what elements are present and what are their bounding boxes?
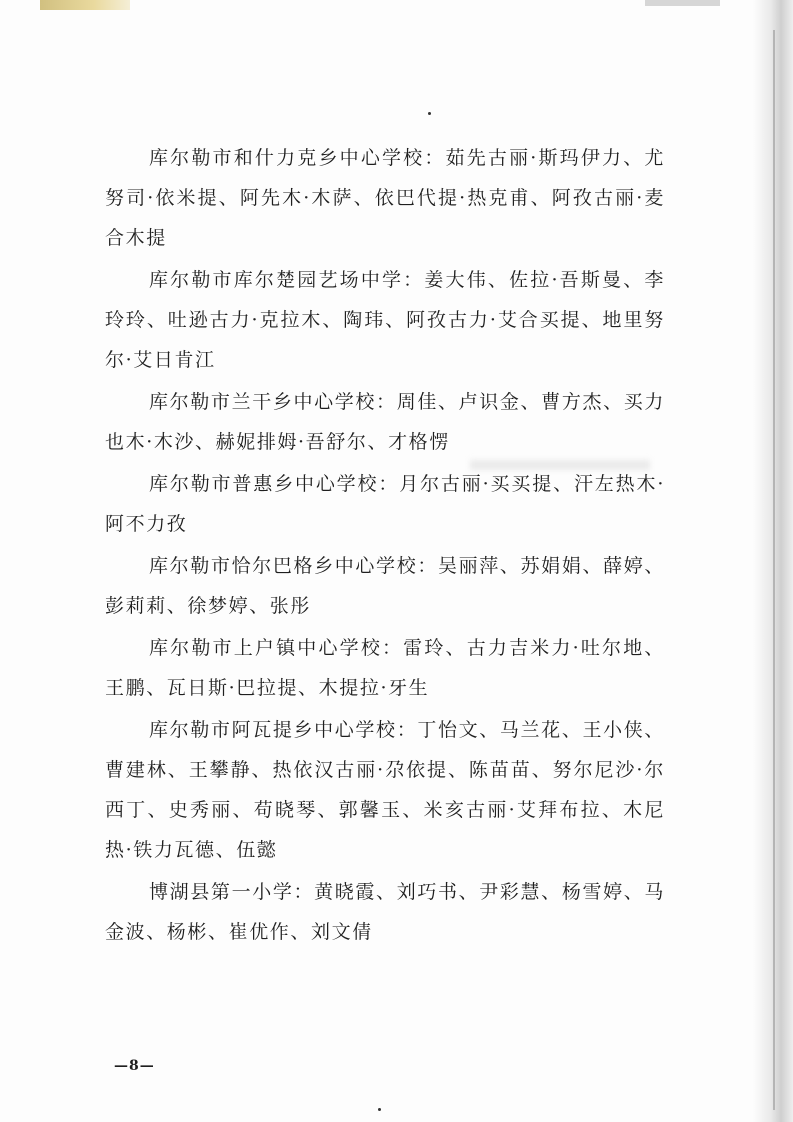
school-awardee-paragraph: 库尔勒市上户镇中心学校：雷玲、古力吉米力·吐尔地、王鹏、瓦日斯·巴拉提、木提拉·牙生 [105,637,665,699]
school-awardee-paragraph: 库尔勒市阿瓦提乡中心学校：丁怡文、马兰花、王小侠、曹建林、王攀静、热依汉古丽·尕依提、陈苗苗、努尔尼沙·尔西丁、史秀丽、苟晓琴、郭馨玉、米亥古丽·艾拜布拉、木尼热·铁力瓦德、伍懿 [105,719,665,861]
document-body [105,138,665,954]
school-awardee-paragraph: 库尔勒市普惠乡中心学校：月尔古丽·买买提、汗左热木·阿不力孜 [105,473,665,535]
school-awardee-paragraph: 博湖县第一小学：黄晓霞、刘巧书、尹彩慧、杨雪婷、马金波、杨彬、崔优作、刘文倩 [105,881,665,943]
scan-speck [378,1108,381,1111]
school-awardee-paragraph: 库尔勒市和什力克乡中心学校：茹先古丽·斯玛伊力、尤努司·依米提、阿先木·木萨、依巴代提·热克甫、阿孜古丽·麦合木提 [105,147,665,249]
scan-edge-line [773,30,775,1110]
page-number: —8— [114,1058,155,1074]
school-awardee-paragraph: 库尔勒市库尔楚园艺场中学：姜大伟、佐拉·吾斯曼、李玲玲、吐逊古力·克拉木、陶玮、阿孜古力·艾合买提、地里努尔·艾日肯江 [105,269,665,371]
school-awardee-paragraph: 库尔勒市恰尔巴格乡中心学校：吴丽萍、苏娟娟、薛婷、彭莉莉、徐梦婷、张彤 [105,555,665,617]
school-awardee-paragraph: 库尔勒市兰干乡中心学校：周佳、卢识金、曹方杰、买力也木·木沙、赫妮排姆·吾舒尔、才格愣 [105,391,665,453]
scan-artifact-top-right [645,0,720,6]
scan-artifact-top-left [40,0,130,10]
scan-speck [428,112,431,115]
